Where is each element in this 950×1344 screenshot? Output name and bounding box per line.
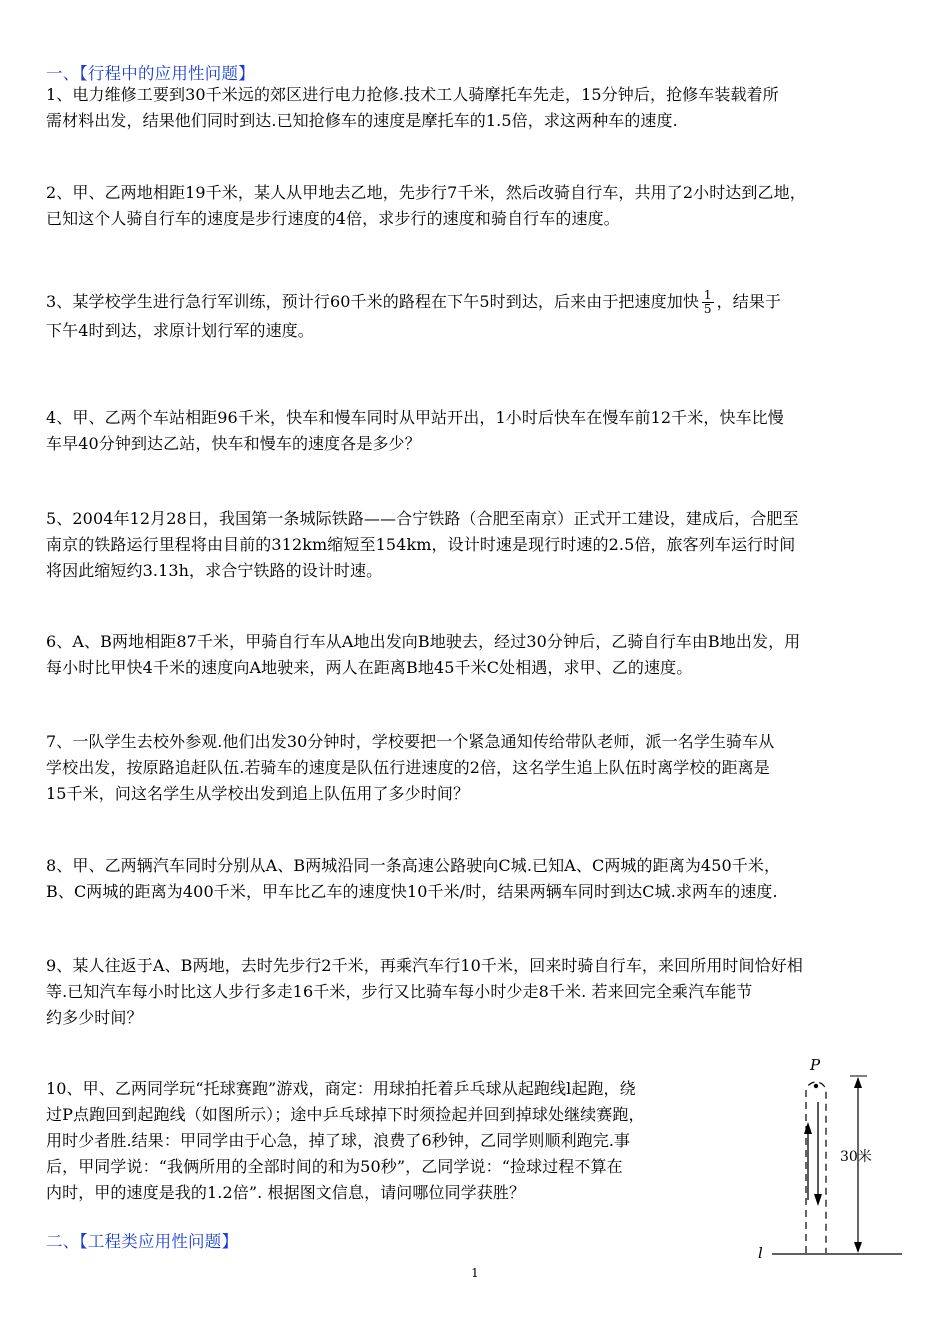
question-line: 内时，甲的速度是我的1.2倍”. 根据图文信息，请问哪位同学获胜？: [46, 1183, 526, 1202]
question-text: ，结果于: [716, 292, 782, 311]
section-title-travel: 一、【行程中的应用性问题】: [46, 64, 255, 83]
question-line: 8、甲、乙两辆汽车同时分别从A、B两城沿同一条高速公路驶向C城.已知A、C两城的距离为450千米，: [46, 856, 781, 875]
question-10: [46, 1076, 746, 1206]
question-text: 3、某学校学生进行急行军训练，预计行60千米的路程在下午5时到达，后来由于把速度加快: [46, 292, 699, 311]
question-line: 1、电力维修工要到30千米远的郊区进行电力抢修.技术工人骑摩托车先走，15分钟后，抢修车装载着所: [46, 85, 779, 104]
dimension-arrow-up-icon: [854, 1077, 862, 1088]
fraction-numerator: 1: [703, 288, 712, 302]
question-7: [46, 729, 914, 807]
question-line: B、C两城的距离为400千米，甲车比乙车的速度快10千米/时，结果两辆车同时到达C城.求两车的速度.: [46, 882, 778, 901]
page-number: 1: [471, 1266, 479, 1280]
question-1: [46, 82, 914, 134]
question-line: [46, 286, 914, 318]
point-p-label: P: [810, 1056, 821, 1074]
fraction-denominator: 5: [703, 302, 712, 316]
up-arrow-icon: [804, 1122, 812, 1134]
question-line: 每小时比甲快4千米的速度向A地驶来，两人在距离B地45千米C处相遇，求甲、乙的速度。: [46, 658, 693, 677]
question-5: [46, 506, 914, 584]
question-line: 10、甲、乙两同学玩“托球赛跑”游戏，商定：用球拍托着乒乓球从起跑线l起跑，绕: [46, 1079, 636, 1098]
question-line: 15千米，问这名学生从学校出发到追上队伍用了多少时间？: [46, 784, 470, 803]
question-line: 2、甲、乙两地相距19千米，某人从甲地去乙地，先步行7千米，然后改骑自行车，共用了2小时达到乙地，: [46, 183, 806, 202]
question-line: 后，甲同学说：“我俩所用的全部时间的和为50秒”，乙同学说：“捡球过程不算在: [46, 1157, 623, 1176]
question-line: 下午4时到达，求原计划行军的速度。: [46, 321, 314, 340]
fraction: [702, 289, 714, 316]
question-line: 5、2004年12月28日，我国第一条城际铁路——合宁铁路（合肥至南京）正式开工建设，建成后，合肥至: [46, 509, 799, 528]
question-8: [46, 853, 914, 905]
question-line: 学校出发，按原路追赶队伍.若骑车的速度是队伍行进速度的2倍，这名学生追上队伍时离学校的距离是: [46, 758, 770, 777]
question-2: [46, 180, 914, 232]
question-line: 9、某人往返于A、B两地，去时先步行2千米，再乘汽车行10千米，回来时骑自行车，来回所用时间恰好相: [46, 956, 803, 975]
question-line: 约多少时间？: [46, 1008, 143, 1027]
section-title-engineering: 二、【工程类应用性问题】: [46, 1232, 239, 1251]
question-line: 7、一队学生去校外参观.他们出发30分钟时，学校要把一个紧急通知传给带队老师，派一名学生骑车从: [46, 732, 775, 751]
distance-label: 30米: [840, 1149, 872, 1165]
question-line: 6、A、B两地相距87千米，甲骑自行车从A地出发向B地驶去，经过30分钟后，乙骑自行车由B地出发，用: [46, 632, 801, 651]
track-path: [806, 1082, 826, 1253]
question-3: [46, 286, 914, 344]
question-line: 需材料出发，结果他们同时到达.已知抢修车的速度是摩托车的1.5倍，求这两种车的速度.: [46, 111, 678, 130]
question-line: 车早40分钟到达乙站，快车和慢车的速度各是多少？: [46, 434, 421, 453]
question-line: 用时少者胜.结果：甲同学由于心急，掉了球，浪费了6秒钟，乙同学则顺利跑完.事: [46, 1131, 631, 1150]
race-track-figure: [752, 1050, 912, 1265]
dimension-arrow-down-icon: [854, 1242, 862, 1253]
question-line: 等.已知汽车每小时比这人步行多走16千米，步行又比骑车每小时少走8千米. 若来回完全乘汽车能节: [46, 982, 753, 1001]
question-4: [46, 405, 914, 457]
question-line: 4、甲、乙两个车站相距96千米，快车和慢车同时从甲站开出，1小时后快车在慢车前12千米，快车比慢: [46, 408, 784, 427]
point-p: [814, 1084, 818, 1088]
question-line: 南京的铁路运行里程将由目前的312km缩短至154km，设计时速是现行时速的2.5倍，旅客列车运行时间: [46, 535, 796, 554]
start-line-label: l: [758, 1244, 763, 1262]
down-arrow-icon: [814, 1194, 822, 1206]
question-line: 将因此缩短约3.13h，求合宁铁路的设计时速。: [46, 561, 383, 580]
question-9: [46, 953, 914, 1031]
question-line: 已知这个人骑自行车的速度是步行速度的4倍，求步行的速度和骑自行车的速度。: [46, 209, 620, 228]
question-line: 过P点跑回到起跑线（如图所示）；途中乒乓球掉下时须捡起并回到掉球处继续赛跑，: [46, 1105, 645, 1124]
question-6: [46, 629, 914, 681]
